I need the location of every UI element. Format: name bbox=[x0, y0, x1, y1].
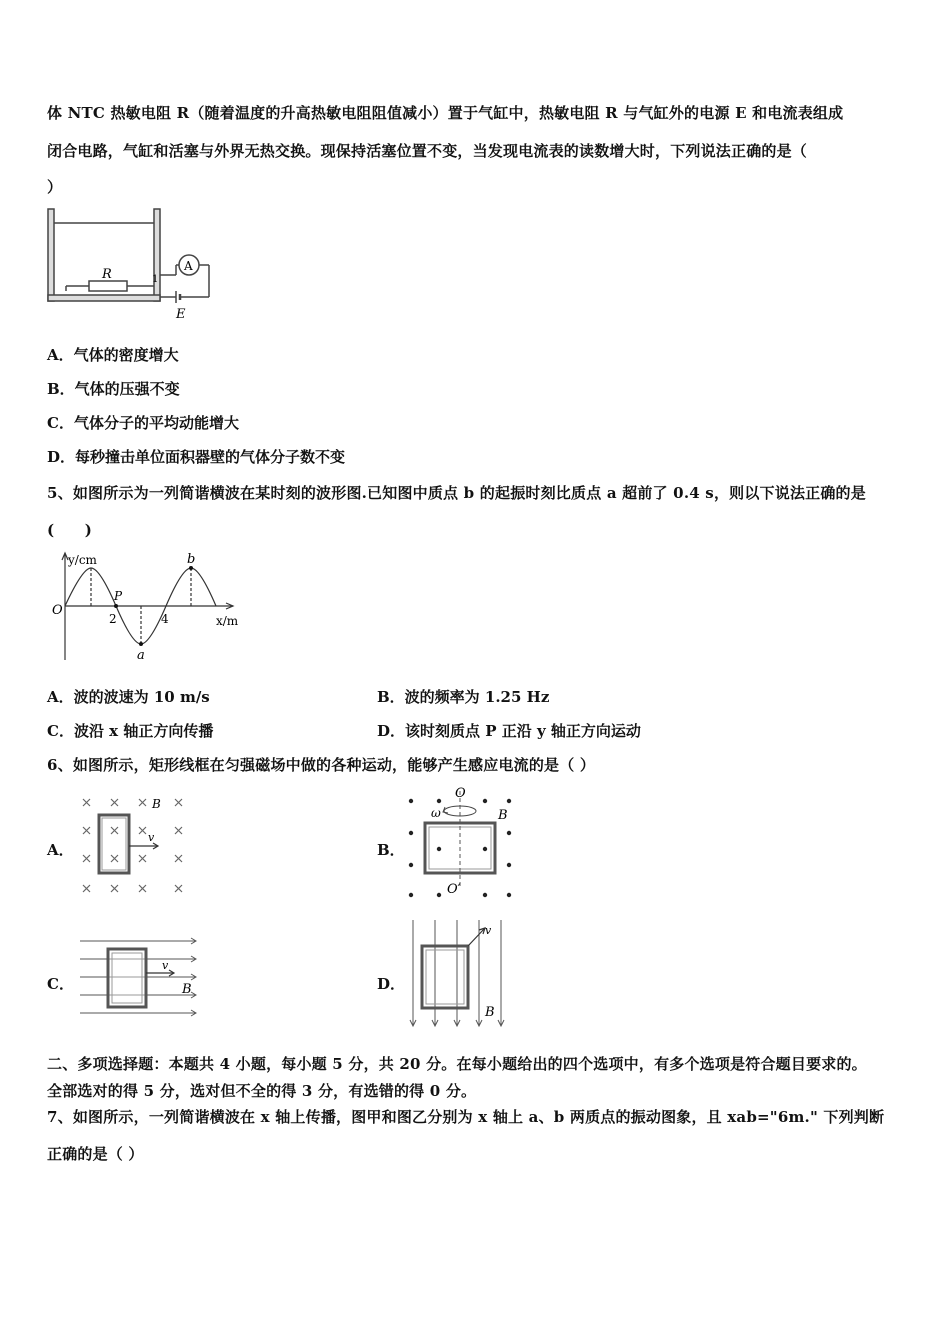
q6-label-a: A． bbox=[47, 841, 74, 859]
q6-b-axis-bottom: O′ bbox=[447, 882, 461, 897]
q6-text-line1: 6、如图所示，矩形线框在匀强磁场中做的各种运动，能够产生感应电流的是（ ） bbox=[47, 756, 596, 774]
q5-wave-figure bbox=[48, 548, 248, 663]
q4-option-a: A．气体的密度增大 bbox=[47, 346, 179, 364]
q6-label-d: D． bbox=[377, 975, 406, 993]
q5-option-d: D．该时刻质点 P 正沿 y 轴正方向运动 bbox=[377, 722, 641, 740]
q7-text-line2: 正确的是（ ） bbox=[47, 1145, 144, 1163]
q5-origin: O bbox=[52, 603, 63, 618]
q6-c-velocity-label: v bbox=[162, 959, 169, 972]
q6-figure-b bbox=[405, 785, 525, 900]
q6-a-velocity-label: v bbox=[148, 831, 155, 844]
q5-point-p-label: P bbox=[114, 589, 123, 603]
q5-option-c: C．波沿 x 轴正方向传播 bbox=[47, 722, 214, 740]
q6-figure-c bbox=[78, 935, 203, 1030]
section2-line2: 全部选对的得 5 分，选对但不全的得 3 分，有选错的得 0 分。 bbox=[47, 1082, 477, 1100]
q5-tick-2: 2 bbox=[109, 612, 117, 626]
q4-source-label: E bbox=[176, 307, 186, 322]
q5-option-a: A．波的波速为 10 m/s bbox=[47, 688, 210, 706]
q5-point-b-label: b bbox=[187, 552, 196, 567]
q6-a-field-label: B bbox=[152, 797, 161, 811]
q4-text-line2: 闭合电路，气缸和活塞与外界无热交换。现保持活塞位置不变，当发现电流表的读数增大时，下列说法正确的是（ bbox=[47, 142, 808, 160]
q6-d-field-label: B bbox=[485, 1005, 495, 1020]
q4-terminal-label: 1 bbox=[152, 274, 159, 285]
q4-resistor-label: R bbox=[102, 267, 112, 282]
q4-text-line3: ） bbox=[47, 178, 63, 196]
q5-tick-4: 4 bbox=[161, 612, 169, 626]
q5-option-b: B．波的频率为 1.25 Hz bbox=[377, 688, 550, 706]
q6-figure-d bbox=[405, 918, 515, 1033]
q6-label-c: C． bbox=[47, 975, 74, 993]
q6-b-axis-top: O bbox=[455, 786, 466, 801]
q6-b-omega: ω bbox=[431, 806, 441, 820]
q5-text-line2: ( ) bbox=[47, 521, 92, 539]
q5-text-line1: 5、如图所示为一列简谐横波在某时刻的波形图.已知图中质点 b 的起振时刻比质点 a 超前了 0.4 s，则以下说法正确的是 bbox=[47, 484, 866, 502]
q5-ylabel: y/cm bbox=[68, 553, 97, 567]
q4-option-d: D．每秒撞击单位面积器壁的气体分子数不变 bbox=[47, 448, 346, 466]
q5-point-a-label: a bbox=[137, 648, 145, 663]
q5-xlabel: x/m bbox=[216, 614, 239, 628]
q4-option-b: B．气体的压强不变 bbox=[47, 380, 180, 398]
q6-b-field-label: B bbox=[498, 808, 508, 823]
q4-option-c: C．气体分子的平均动能增大 bbox=[47, 414, 239, 432]
q5-point-a-dot bbox=[139, 642, 143, 646]
q7-text-line1: 7、如图所示，一列简谐横波在 x 轴上传播，图甲和图乙分别为 x 轴上 a、b 两质点的振动图象，且 xab="6m." 下列判断 bbox=[47, 1108, 885, 1126]
q4-ammeter-label: A bbox=[184, 259, 193, 273]
q6-c-field-label: B bbox=[182, 982, 192, 997]
q6-figure-a bbox=[78, 793, 198, 898]
q5-point-p-dot bbox=[114, 604, 118, 608]
q6-label-b: B． bbox=[377, 841, 405, 859]
q6-d-velocity-label: v bbox=[485, 924, 492, 937]
q4-cylinder-figure bbox=[44, 205, 224, 325]
section2-line1: 二、多项选择题：本题共 4 小题，每小题 5 分，共 20 分。在每小题给出的四个选项中，有多个选项是符合题目要求的。 bbox=[47, 1055, 867, 1073]
q4-text-line1: 体 NTC 热敏电阻 R（随着温度的升高热敏电阻阻值减小）置于气缸中，热敏电阻 R 与气缸外的电源 E 和电流表组成 bbox=[47, 104, 844, 122]
